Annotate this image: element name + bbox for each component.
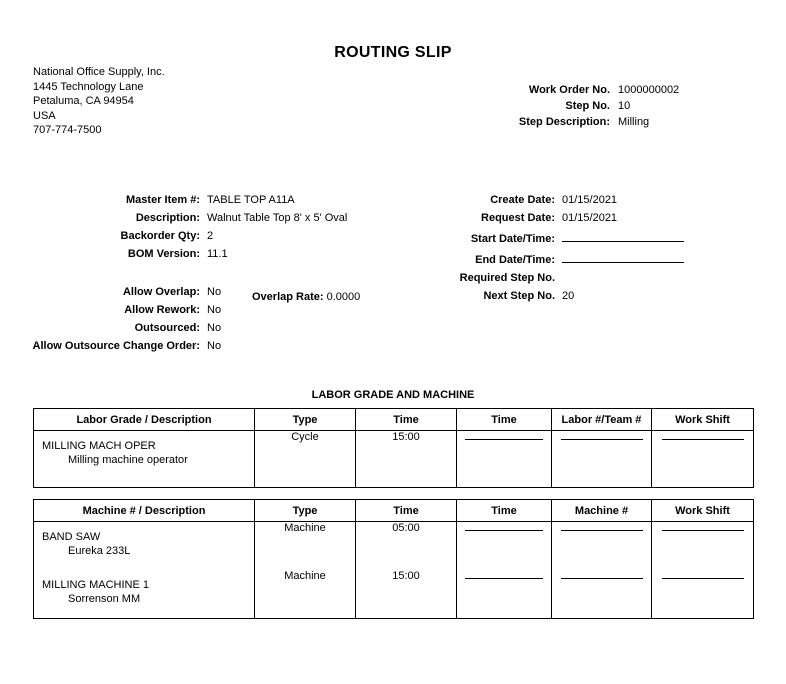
company-line-3: Petaluma, CA 94954: [33, 95, 134, 107]
master-item-value: TABLE TOP A11A: [207, 194, 295, 206]
labor-grade-table: [33, 408, 754, 488]
machine-cell-type-2: Machine: [255, 570, 356, 619]
required-step-no-label: Required Step No.: [459, 272, 555, 284]
machine-header-type: Type: [255, 500, 356, 522]
machine-time2-blank-1: [465, 529, 543, 531]
machine-time2-blank-2: [465, 577, 543, 579]
labor-header-labor-team: Labor #/Team #: [552, 409, 652, 431]
machine-no-blank-2: [561, 577, 643, 579]
machine-shift-blank-1: [662, 529, 744, 531]
start-datetime-label: Start Date/Time:: [470, 233, 555, 245]
machine-header-work-shift: Work Shift: [652, 500, 754, 522]
labor-time2-blank: [465, 438, 543, 440]
company-phone: 707-774-7500: [33, 124, 102, 136]
machine-name-1: BAND SAW: [42, 531, 101, 543]
allow-rework-row: [30, 304, 410, 316]
machine-cell-type-1: Machine: [255, 522, 356, 571]
machine-cell-time2-2: [457, 570, 552, 619]
next-step-no-label: Next Step No.: [483, 290, 555, 302]
step-description-value: Milling: [618, 116, 650, 128]
outsourced-row: [30, 322, 410, 334]
allow-rework-label: Allow Rework:: [124, 304, 200, 316]
company-address: [33, 65, 165, 138]
machine-header-time2: Time: [457, 500, 552, 522]
labor-header-time2: Time: [457, 409, 552, 431]
machine-shift-blank-2: [662, 577, 744, 579]
machine-cell-name-2: [34, 570, 255, 619]
labor-shift-blank: [662, 438, 744, 440]
machine-header-machine: Machine # / Description: [34, 500, 255, 522]
request-date-row: [400, 212, 740, 224]
labor-header-work-shift: Work Shift: [652, 409, 754, 431]
request-date-label: Request Date:: [481, 212, 555, 224]
company-line-1: National Office Supply, Inc.: [33, 66, 165, 78]
table-row: [34, 522, 754, 571]
master-item-row: [30, 194, 410, 206]
schedule-details: [400, 194, 740, 308]
machine-header-machine-no: Machine #: [552, 500, 652, 522]
master-item-label: Master Item #:: [126, 194, 200, 206]
request-date-value: 01/15/2021: [562, 212, 618, 224]
machine-cell-time-2: 15:00: [356, 570, 457, 619]
labor-cell-work-shift: [652, 431, 754, 488]
labor-team-blank: [561, 438, 643, 440]
allow-outsource-change-order-label: Allow Outsource Change Order:: [32, 340, 200, 352]
end-datetime-label: End Date/Time:: [475, 254, 555, 266]
description-label: Description:: [135, 212, 200, 224]
allow-outsource-change-order-row: [30, 340, 410, 352]
labor-header-grade: Labor Grade / Description: [34, 409, 255, 431]
labor-header-type: Type: [255, 409, 356, 431]
allow-rework-value: No: [207, 304, 222, 316]
work-order-number-label: Work Order No.: [528, 84, 610, 96]
company-line-4: USA: [33, 109, 56, 122]
outsourced-value: No: [207, 322, 222, 334]
machine-cell-machine-no-2: [552, 570, 652, 619]
allow-overlap-label: Allow Overlap:: [122, 286, 200, 298]
machine-table-header-row: [34, 500, 754, 522]
allow-overlap-value: No: [207, 286, 222, 298]
work-order-number-value: 1000000002: [618, 84, 680, 96]
work-order-header: [440, 84, 740, 132]
backorder-qty-label: Backorder Qty:: [120, 230, 200, 242]
machine-description-2: Sorrenson MM: [68, 593, 141, 605]
step-number-label: Step No.: [565, 100, 610, 112]
labor-cell-name: [34, 431, 255, 488]
machine-table: [33, 499, 754, 619]
description-row: [30, 212, 410, 224]
create-date-label: Create Date:: [490, 194, 555, 206]
step-description-label: Step Description:: [518, 116, 610, 128]
bom-version-label: BOM Version:: [127, 248, 200, 260]
machine-description-1: Eureka 233L: [68, 545, 131, 557]
create-date-value: 01/15/2021: [562, 194, 618, 206]
machine-cell-time2-1: [457, 522, 552, 571]
end-datetime-blank: [562, 251, 684, 263]
next-step-no-row: [400, 290, 740, 302]
section-title: LABOR GRADE AND MACHINE: [311, 389, 475, 401]
labor-cell-time2: [457, 431, 552, 488]
create-date-row: [400, 194, 740, 206]
table-row: [34, 570, 754, 619]
item-details: [30, 194, 410, 358]
labor-name: MILLING MACH OPER: [42, 440, 156, 452]
next-step-no-value: 20: [562, 290, 575, 302]
end-datetime-row: [400, 251, 740, 266]
machine-cell-time-1: 05:00: [356, 522, 457, 571]
machine-cell-work-shift-1: [652, 522, 754, 571]
overlap-rate-label: Overlap Rate:: [252, 291, 324, 303]
step-number-row: [440, 100, 740, 112]
bom-version-row: [30, 248, 410, 260]
overlap-rate-row: [252, 291, 360, 303]
page-title: ROUTING SLIP: [334, 44, 452, 61]
backorder-qty-row: [30, 230, 410, 242]
labor-cell-time: 15:00: [356, 431, 457, 488]
labor-cell-labor-team: [552, 431, 652, 488]
table-row: [34, 431, 754, 488]
step-number-value: 10: [618, 100, 631, 112]
allow-outsource-change-order-value: No: [207, 340, 222, 352]
labor-header-time: Time: [356, 409, 457, 431]
required-step-no-row: [400, 272, 740, 284]
description-value: Walnut Table Top 8' x 5' Oval: [207, 212, 348, 224]
labor-description: Milling machine operator: [68, 454, 188, 466]
overlap-rate-value: 0.0000: [326, 291, 361, 303]
machine-no-blank-1: [561, 529, 643, 531]
machine-cell-name-1: [34, 522, 255, 571]
labor-table-header-row: [34, 409, 754, 431]
machine-cell-work-shift-2: [652, 570, 754, 619]
backorder-qty-value: 2: [207, 230, 214, 242]
start-datetime-blank: [562, 230, 684, 242]
company-line-2: 1445 Technology Lane: [33, 80, 144, 93]
bom-version-value: 11.1: [207, 248, 228, 260]
outsourced-label: Outsourced:: [134, 322, 200, 334]
machine-header-time: Time: [356, 500, 457, 522]
step-description-row: [440, 116, 740, 128]
labor-cell-type: Cycle: [255, 431, 356, 488]
work-order-number-row: [440, 84, 740, 96]
machine-cell-machine-no-1: [552, 522, 652, 571]
start-datetime-row: [400, 230, 740, 245]
machine-name-2: MILLING MACHINE 1: [42, 579, 149, 591]
